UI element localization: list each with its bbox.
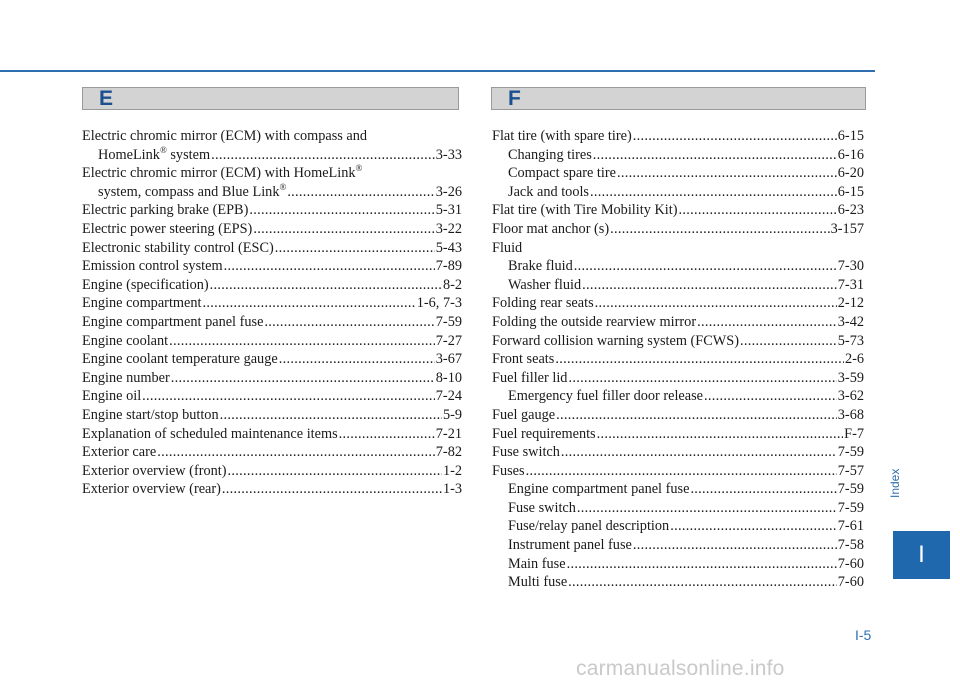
index-entry-text: Engine compartment panel fuse <box>82 313 264 330</box>
dot-leader <box>526 462 837 481</box>
index-entry-text: Fuse switch <box>508 499 576 516</box>
index-column-f <box>492 127 864 592</box>
index-entry-text: Floor mat anchor (s) <box>492 220 610 237</box>
index-entry-text: Fluid <box>492 239 523 256</box>
page-ref: 7-59 <box>837 499 864 516</box>
dot-leader <box>678 201 836 220</box>
dot-leader <box>279 350 435 369</box>
index-entry <box>82 369 462 388</box>
dot-leader <box>224 257 435 276</box>
index-entry <box>82 332 462 351</box>
index-entry <box>492 350 864 369</box>
page-ref: 3-42 <box>837 313 864 330</box>
index-entry-text: Electronic stability control (ESC) <box>82 239 274 256</box>
index-entry-text: Fuel filler lid <box>492 369 568 386</box>
index-entry <box>82 350 462 369</box>
index-subentry <box>492 257 864 276</box>
index-entry <box>82 313 462 332</box>
index-entry <box>492 127 864 146</box>
dot-leader <box>555 350 844 369</box>
index-entry <box>492 201 864 220</box>
index-subentry <box>492 573 864 592</box>
index-entry <box>492 294 864 313</box>
index-entry-text: Folding rear seats <box>492 295 594 312</box>
index-entry <box>82 387 462 406</box>
page-ref: 3-33 <box>435 146 462 163</box>
dot-leader <box>574 257 837 276</box>
index-tab[interactable]: I <box>893 531 950 579</box>
index-subentry <box>492 555 864 574</box>
index-entry-text: system, compass and Blue Link <box>98 183 280 200</box>
index-entry-text: Electric power steering (EPS) <box>82 220 253 237</box>
index-entry <box>82 462 462 481</box>
registered-mark: ® <box>355 163 363 174</box>
index-entry <box>82 146 462 165</box>
index-entry-text: Engine (specification) <box>82 276 209 293</box>
page-ref: 2-12 <box>837 295 864 312</box>
page-ref: 3-157 <box>830 220 864 237</box>
dot-leader <box>593 146 837 165</box>
page-ref: 6-15 <box>837 183 864 200</box>
dot-leader <box>568 573 837 592</box>
index-entry-text: Engine number <box>82 369 170 386</box>
page-ref: 7-61 <box>837 518 864 535</box>
registered-mark: ® <box>279 181 287 192</box>
dot-leader <box>577 499 837 518</box>
index-entry-text: Engine coolant temperature gauge <box>82 351 278 368</box>
index-entry <box>82 294 462 313</box>
page-ref: 5-9 <box>442 406 462 423</box>
index-column-e <box>82 127 462 499</box>
index-entry <box>492 220 864 239</box>
page-ref: 7-21 <box>435 425 462 442</box>
dot-leader <box>339 425 435 444</box>
index-subentry <box>492 499 864 518</box>
index-entry-text: Engine compartment panel fuse <box>508 481 690 498</box>
index-entry-text: Folding the outside rearview mirror <box>492 313 697 330</box>
index-side-label: Index <box>888 468 902 498</box>
page-ref: 6-16 <box>837 146 864 163</box>
page-ref: 7-60 <box>837 555 864 572</box>
page-ref: 7-89 <box>435 258 462 275</box>
page-ref: 1-6, 7-3 <box>416 295 462 312</box>
dot-leader <box>697 313 837 332</box>
index-entry-text: Explanation of scheduled maintenance items <box>82 425 338 442</box>
dot-leader <box>203 294 416 313</box>
index-entry <box>492 369 864 388</box>
dot-leader <box>690 480 836 499</box>
page-ref: 7-59 <box>837 481 864 498</box>
index-entry <box>492 443 864 462</box>
dot-leader <box>633 127 837 146</box>
page-ref: 7-57 <box>837 462 864 479</box>
dot-leader <box>142 387 435 406</box>
dot-leader <box>633 536 837 555</box>
index-entry-text: Brake fluid <box>508 258 573 275</box>
page-ref: 5-43 <box>435 239 462 256</box>
dot-leader <box>211 146 435 165</box>
page-ref: F-7 <box>844 425 864 442</box>
page-ref: 3-68 <box>837 406 864 423</box>
index-entry-text: Jack and tools <box>508 183 589 200</box>
page-ref: 7-60 <box>837 574 864 591</box>
page-ref: 6-20 <box>837 165 864 182</box>
page-ref: 3-26 <box>435 183 462 200</box>
index-entry <box>82 425 462 444</box>
dot-leader <box>597 425 844 444</box>
index-subentry <box>492 517 864 536</box>
index-entry-text: Electric parking brake (EPB) <box>82 202 249 219</box>
index-entry <box>82 257 462 276</box>
index-entry-text: Exterior overview (rear) <box>82 481 221 498</box>
index-entry-text: Instrument panel fuse <box>508 537 632 554</box>
dot-leader <box>556 406 837 425</box>
index-entry-text: Fuses <box>492 462 525 479</box>
page-ref: 3-62 <box>837 388 864 405</box>
index-entry <box>492 406 864 425</box>
dot-leader <box>228 462 442 481</box>
index-entry-text: Main fuse <box>508 555 566 572</box>
page-ref: 7-82 <box>435 444 462 461</box>
index-entry-text: HomeLink <box>98 146 160 163</box>
index-entry <box>82 220 462 239</box>
page-ref: 7-58 <box>837 537 864 554</box>
index-entry <box>82 276 462 295</box>
index-entry-text: Forward collision warning system (FCWS) <box>492 332 739 349</box>
index-subentry <box>492 276 864 295</box>
section-header-e <box>82 87 459 110</box>
index-entry-text: Front seats <box>492 351 555 368</box>
dot-leader <box>670 517 837 536</box>
index-subentry <box>492 164 864 183</box>
page-ref: 2-6 <box>844 351 864 368</box>
dot-leader <box>561 443 837 462</box>
watermark: carmanualsonline.info <box>576 657 785 680</box>
index-subentry <box>492 146 864 165</box>
index-entry-text: Exterior overview (front) <box>82 462 227 479</box>
page-ref: 8-2 <box>442 276 462 293</box>
index-subentry <box>492 480 864 499</box>
index-entry-text: Multi fuse <box>508 574 568 591</box>
page-ref: 3-59 <box>837 369 864 386</box>
dot-leader <box>582 276 837 295</box>
dot-leader <box>220 406 442 425</box>
index-subentry <box>492 536 864 555</box>
index-entry-text: Engine oil <box>82 388 142 405</box>
index-entry-text: Changing tires <box>508 146 592 163</box>
index-entry-text: Fuse/relay panel description <box>508 518 670 535</box>
dot-leader <box>610 220 830 239</box>
index-entry <box>492 313 864 332</box>
dot-leader <box>210 276 442 295</box>
index-entry <box>82 406 462 425</box>
dot-leader <box>249 201 434 220</box>
index-entry <box>492 332 864 351</box>
page-ref: 7-27 <box>435 332 462 349</box>
index-entry-text: Washer fluid <box>508 276 582 293</box>
registered-mark: ® <box>159 144 167 155</box>
index-entry <box>82 183 462 202</box>
index-subentry <box>492 387 864 406</box>
index-entry-text: Compact spare tire <box>508 165 616 182</box>
dot-leader <box>704 387 837 406</box>
page-ref: 7-30 <box>837 258 864 275</box>
section-header-f <box>491 87 866 110</box>
index-entry <box>492 462 864 481</box>
index-entry-text: Fuse switch <box>492 444 560 461</box>
page-ref: 6-23 <box>837 202 864 219</box>
dot-leader <box>222 480 442 499</box>
page-ref: 6-15 <box>837 128 864 144</box>
dot-leader <box>253 220 434 239</box>
page-ref: 7-59 <box>837 444 864 461</box>
index-entry <box>492 425 864 444</box>
index-entry-text: Exterior care <box>82 444 157 461</box>
index-entry-text: Electric chromic mirror (ECM) with HomeLink <box>82 165 356 182</box>
dot-leader <box>568 369 836 388</box>
index-entry <box>82 480 462 499</box>
top-rule <box>0 70 875 72</box>
dot-leader <box>275 239 435 258</box>
index-subentry <box>492 183 864 202</box>
index-entry <box>82 239 462 258</box>
dot-leader <box>287 183 434 202</box>
page-ref: 3-67 <box>435 351 462 368</box>
index-entry <box>82 443 462 462</box>
index-entry-text: Electric chromic mirror (ECM) with compass and <box>82 128 368 144</box>
page-ref: 1-2 <box>442 462 462 479</box>
dot-leader <box>740 332 837 351</box>
dot-leader <box>171 369 435 388</box>
dot-leader <box>169 332 435 351</box>
page-ref: 7-24 <box>435 388 462 405</box>
page-ref: 1-3 <box>442 481 462 498</box>
page-ref: 7-59 <box>435 313 462 330</box>
index-entry-text: Flat tire (with Tire Mobility Kit) <box>492 202 678 219</box>
dot-leader <box>595 294 837 313</box>
index-entry-text: Fuel gauge <box>492 406 556 423</box>
section-letter-f: F <box>508 87 521 110</box>
index-entry-text: system <box>166 146 211 163</box>
section-letter-e: E <box>99 87 114 110</box>
dot-leader <box>590 183 837 202</box>
index-entry-text: Emission control system <box>82 258 223 275</box>
dot-leader <box>617 164 837 183</box>
dot-leader <box>157 443 435 462</box>
page-number: I-5 <box>855 627 872 643</box>
dot-leader <box>264 313 434 332</box>
page-ref: 7-31 <box>837 276 864 293</box>
index-entry-text: Fuel requirements <box>492 425 596 442</box>
index-entry-text: Emergency fuel filler door release <box>508 388 704 405</box>
index-entry-text: Engine coolant <box>82 332 169 349</box>
page-ref: 3-22 <box>435 220 462 237</box>
page-ref: 5-31 <box>435 202 462 219</box>
index-entry-text <box>82 164 462 183</box>
index-entry-text: Flat tire (with spare tire) <box>492 128 632 144</box>
page-ref: 5-73 <box>837 332 864 349</box>
page-ref: 8-10 <box>435 369 462 386</box>
index-entry-text: Engine start/stop button <box>82 406 219 423</box>
index-entry <box>82 201 462 220</box>
dot-leader <box>567 555 837 574</box>
index-entry-text: Engine compartment <box>82 295 202 312</box>
